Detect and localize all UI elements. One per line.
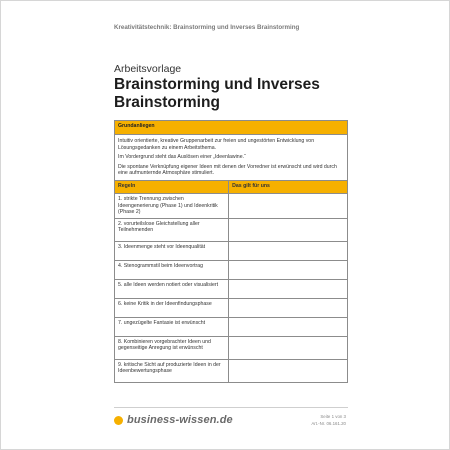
table-row (115, 193, 348, 218)
rule-entry-cell[interactable] (229, 317, 348, 336)
rule-entry-cell[interactable] (229, 193, 348, 218)
rule-entry-cell[interactable] (229, 279, 348, 298)
logo-dot-icon (114, 416, 123, 425)
rule-entry-cell[interactable] (229, 241, 348, 260)
worksheet-table (114, 120, 348, 383)
rule-text: 2. vorurteilslose Gleichstellung aller Teilnehmenden (115, 218, 229, 241)
page-number: Seite 1 von 3 (320, 414, 346, 419)
running-header: Kreativitätstechnik: Brainstorming und Inverses Brainstorming (114, 24, 300, 31)
business-wissen-logo (114, 414, 233, 426)
column-header-rules: Regeln (115, 180, 229, 193)
column-header-applies: Das gilt für uns (229, 180, 348, 193)
footer-divider (114, 407, 348, 408)
page-info (311, 413, 346, 427)
table-row (115, 298, 348, 317)
table-row (115, 241, 348, 260)
document-subtitle: Arbeitsvorlage (114, 63, 182, 75)
rule-text: 3. Ideenmenge steht vor Ideenqualität (115, 241, 229, 260)
table-row (115, 218, 348, 241)
article-number: Art.-Nr. 06.161.20 (311, 421, 346, 426)
rule-entry-cell[interactable] (229, 218, 348, 241)
table-row (115, 359, 348, 382)
document-title: Brainstorming und Inverses Brainstorming (114, 76, 320, 111)
intro-paragraph: Die spontane Verknüpfung eigener Ideen mit denen der Vorredner ist erwünscht und wird durch eine aufmunternde Atmosphäre stimuliert. (118, 163, 337, 177)
intro-paragraph: Im Vordergrund steht das Auslösen einer „Ideenlawine.“ (118, 154, 246, 161)
table-row (115, 336, 348, 359)
rule-text: 1. strikte Trennung zwischen Ideengenerierung (Phase 1) und Ideenkritik (Phase 2) (115, 193, 229, 218)
section-heading: Grundanliegen (115, 121, 348, 135)
logo-text: business-wissen.de (127, 414, 233, 426)
rule-entry-cell[interactable] (229, 298, 348, 317)
table-row (115, 260, 348, 279)
intro-text (115, 135, 348, 181)
rule-text: 4. Stenogrammstil beim Ideenvortrag (115, 260, 229, 279)
table-row (115, 317, 348, 336)
rule-text: 7. ungezügelte Fantasie ist erwünscht (115, 317, 229, 336)
rule-entry-cell[interactable] (229, 359, 348, 382)
rule-entry-cell[interactable] (229, 260, 348, 279)
rule-entry-cell[interactable] (229, 336, 348, 359)
rule-text: 8. Kombinieren vorgebrachter Ideen und gegenseitige Anregung ist erwünscht (115, 336, 229, 359)
table-row (115, 279, 348, 298)
rule-text: 5. alle Ideen werden notiert oder visualisiert (115, 279, 229, 298)
intro-paragraph: Intuitiv orientierte, kreative Gruppenarbeit zur freien und ungestörten Entwicklung von Lösungsgedanken zu einem Arbeitsthema. (118, 138, 315, 151)
rule-text: 6. keine Kritik in der Ideenfindungsphase (115, 298, 229, 317)
rule-text: 9. kritische Sicht auf produzierte Ideen in der Ideenbewertungsphase (115, 359, 229, 382)
